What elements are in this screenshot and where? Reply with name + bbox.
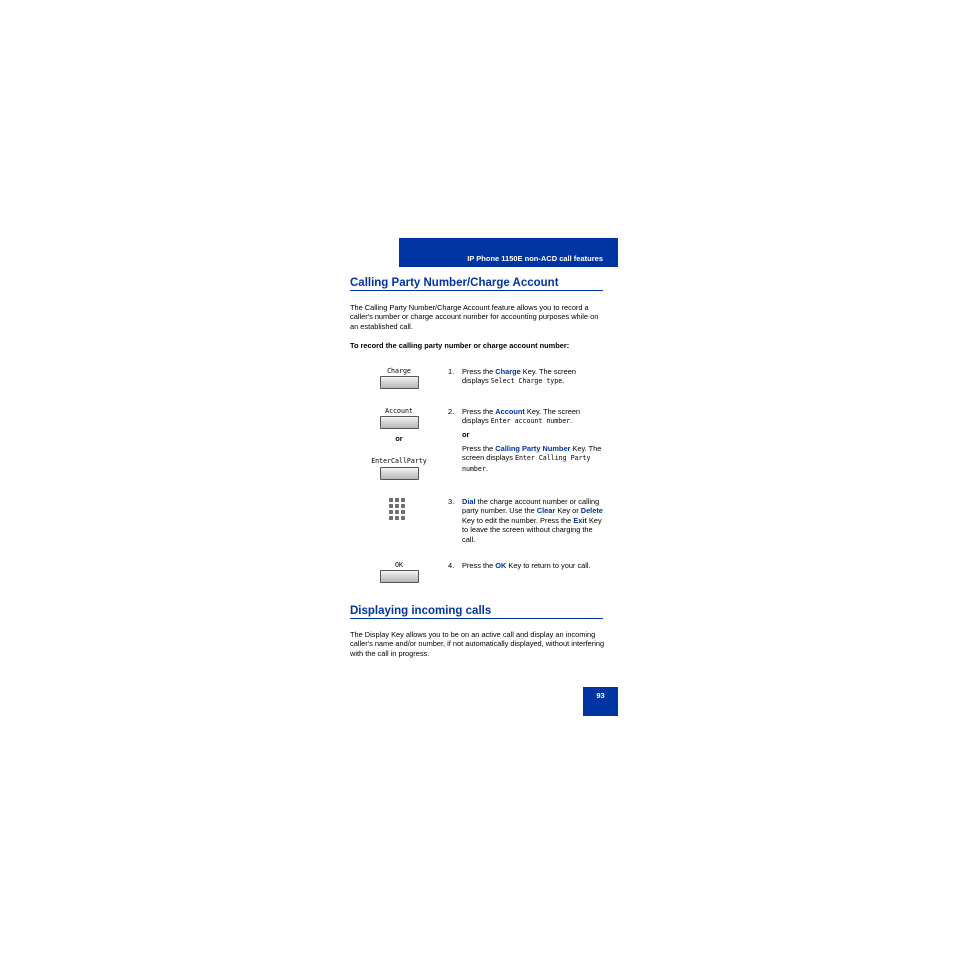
section-title-calling-party: Calling Party Number/Charge Account: [350, 277, 603, 291]
or-label: or: [395, 434, 403, 443]
procedure-heading: To record the calling party number or charge account number:: [350, 341, 570, 350]
page-number: 93: [596, 691, 605, 700]
step-2-text: Press the Account Key. The screen displays Enter account number.: [462, 407, 581, 426]
step-number: 2.: [448, 407, 455, 416]
section2-intro: The Display Key allows you to be on an active call and display an incoming caller's name and/or number, if not automatically displayed, without interfering with the call in progress.: [350, 630, 605, 658]
ok-key-button: [380, 570, 419, 583]
dialpad-icon: [389, 498, 405, 520]
ok-key-label: OK: [395, 561, 403, 569]
charge-key-label: Charge: [387, 367, 411, 375]
enter-call-party-key-button: [380, 467, 419, 480]
account-key-label: Account: [385, 407, 413, 415]
section1-intro: The Calling Party Number/Charge Account feature allows you to record a caller's number or charge account number for accounting purposes while on an established call.: [350, 303, 599, 331]
enter-call-party-key-label: EnterCallParty: [371, 457, 427, 465]
step-3-text: Dial the charge account number or calling party number. Use the Clear Key or Delete Key to edit the number. Press the Exit Key to leave the screen without charging the call.: [462, 497, 603, 544]
step-1-text: Press the Charge Key. The screen displays Select Charge type.: [462, 367, 576, 386]
page-header-bar: [399, 238, 618, 267]
step-2-or: or: [462, 430, 470, 439]
step-4-text: Press the OK Key to return to your call.: [462, 561, 591, 570]
step-number: 4.: [448, 561, 455, 570]
page-number-box: [583, 687, 618, 716]
charge-key-button: [380, 376, 419, 389]
step-2-alt-text: Press the Calling Party Number Key. The screen displays Enter Calling Party number.: [462, 444, 602, 473]
section-title-displaying-incoming: Displaying incoming calls: [350, 605, 603, 619]
account-key-button: [380, 416, 419, 429]
step-number: 1.: [448, 367, 455, 376]
page-header-title: IP Phone 1150E non-ACD call features: [467, 254, 603, 263]
step-number: 3.: [448, 497, 455, 506]
